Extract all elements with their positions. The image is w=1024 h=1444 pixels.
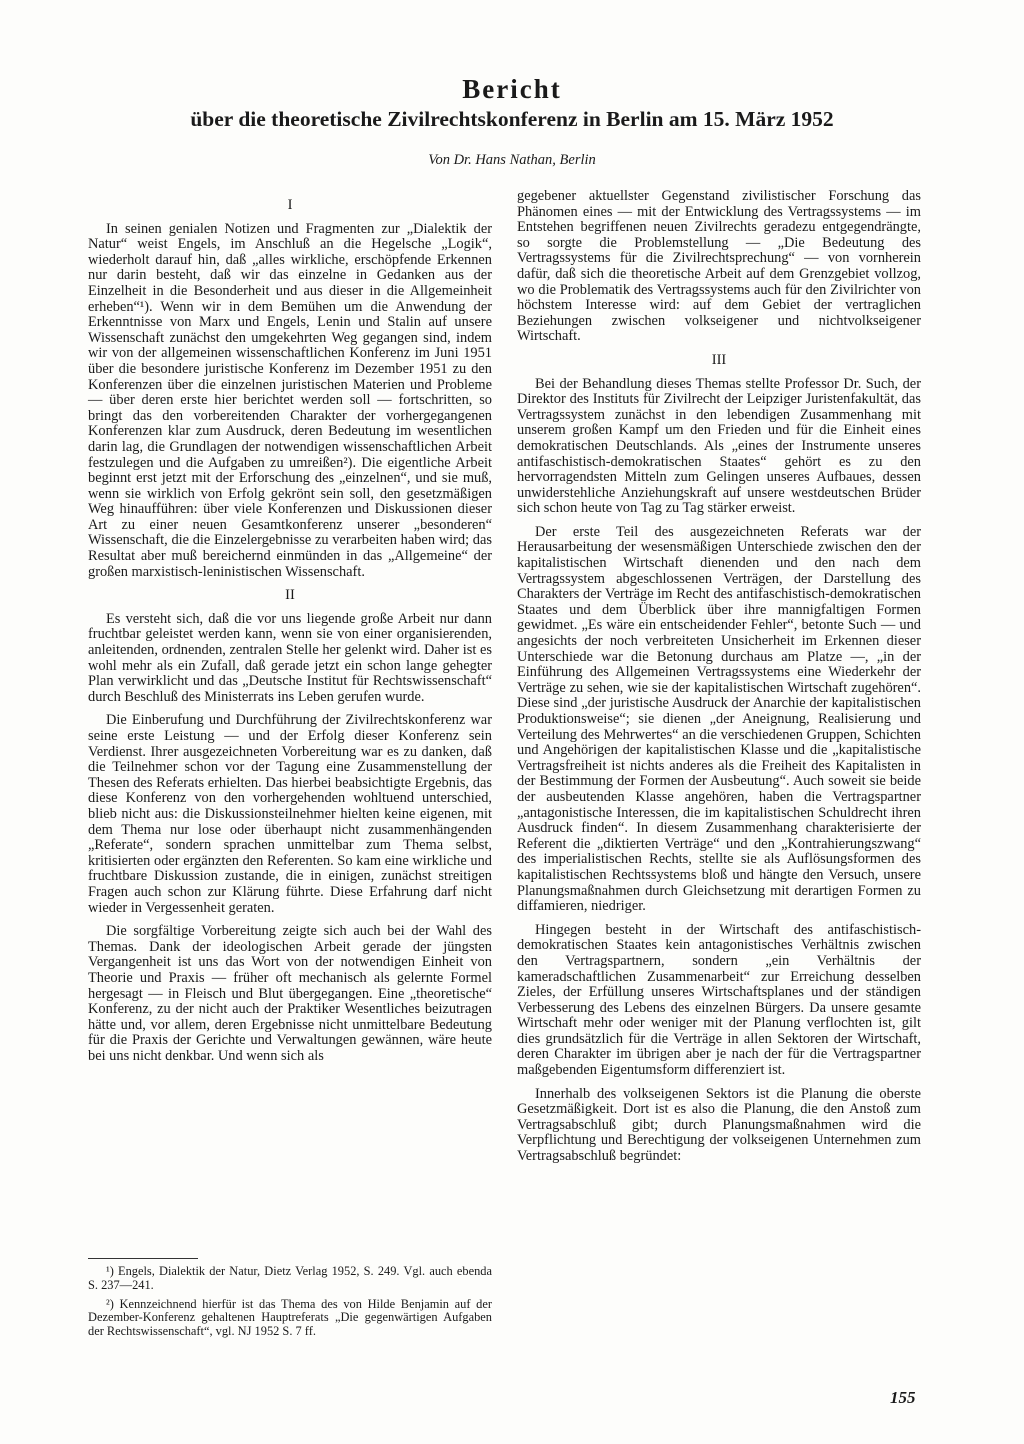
right-column bbox=[517, 189, 921, 1173]
paragraph: gegebener aktuellster Gegenstand zivilistischer Forschung das Phänomen eines — mit der Entwicklung des Vertragssystems — im Entstehen begriffenen neuen Zivilrechts geradezu entgegendrängte, so sorgte die Problemstellung — „Die Bedeutung des Vertragssystems für die Zivilrechtsprechung“ — von vornherein dafür, daß sich die theoretische Arbeit auf dem Grenzgebiet vollzog, wo die Problematik des Vertragssystems auch für den Zivilrichter von höchstem Interesse wird: auf dem Gebiet der vertraglichen Beziehungen zwischen volkseigener und nichtvolkseigener Wirtschaft. bbox=[517, 188, 921, 345]
section-heading-3: III bbox=[711, 351, 727, 368]
report-title: Bericht bbox=[462, 74, 562, 104]
left-column bbox=[88, 188, 492, 1072]
author-byline: Von Dr. Hans Nathan, Berlin bbox=[428, 152, 596, 168]
footnote-1: ¹) Engels, Dialektik der Natur, Dietz Verlag 1952, S. 249. Vgl. auch ebenda S. 237—241. bbox=[88, 1264, 492, 1292]
paragraph: Innerhalb des volkseigenen Sektors ist die Planung die oberste Gesetzmäßigkeit. Dort ist es also die Planung, die den Anstoß zum Vertragsabschluß gibt; durch Planungsmaßnahmen wird die Verpflichtung und Berechtigung der volkseigenen Unternehmen zum Vertragsabschluß begründet: bbox=[517, 1085, 921, 1165]
paragraph: Die sorgfältige Vorbereitung zeigte sich auch bei der Wahl des Themas. Dank der ideologischen Arbeit gerade der jüngsten Vergangenheit ist uns das Wort von der notwendigen Einheit von Theorie und Praxis — früher oft mechanisch als gelernte Formel hergesagt — in Fleisch und Blut übergegangen. Eine „theoretische“ Konferenz, zu der nicht auch der Praktiker Wesentliches beizutragen hätte und, vor allem, deren Ergebnisse nicht unmittelbare Bedeutung für die Praxis der Gerichte und Verwaltungen gewännen, wäre heute bei uns nicht denkbar. Und wenn sich als bbox=[88, 923, 492, 1064]
paragraph: Der erste Teil des ausgezeichneten Referats war der Herausarbeitung der wesensmäßigen Unterschiede zwischen den der kapitalistischen Wirtschaft dienenden und den nach dem Vertragssystem abgeschlossenen Verträgen, der Darstellung des Charakters der Verträge im Recht des antifaschistisch-demokratischen Staates und dem Überblick über ihre mannigfaltigen Formen gewidmet. „Es wäre ein entscheidender Fehler“, betonte Such — und angesichts der noch verbreiteten Unsicherheit im Erkennen dieser Unterschiede war die Betonung durchaus am Platze —, „in der Einführung des Allgemeinen Vertragssystems eine Wiederkehr der Verträge zu sehen, wie sie der kapitalistischen Wirtschaft zugehören“. Diese sind „der juristische Ausdruck der Anarchie der kapitalistischen Produktionsweise“; sie dienen „der Aneignung, Realisierung und Verteilung des Mehrwertes“ an die verschiedenen Gruppen, Schichten und Angehörigen der kapitalistischen Klasse und die „kapitalistische Vertragsfreiheit ist nichts anderes als die Freiheit des Kapitalisten in der Bestimmung der Formen der Ausbeutung“. Auch soweit sie beide der ausbeutenden Klasse angehören, haben die Vertragspartner „antagonistische Interessen, die im kapitalistischen Schuldrecht ihren Ausdruck finden“. In diesem Zusammenhang charakterisierte der Referent die „diktierten Verträge“ und den „Kontrahierungszwang“ des imperialistischen Rechts, stellte sie als Auflösungsformen des kapitalistischen Rechtssystems bloß und hängte den Versuch, unsere Planungsmaßnahmen durch Gleichsetzung mit derartigen Formen zu diffamieren, niedriger. bbox=[517, 523, 921, 915]
paragraph: Bei der Behandlung dieses Themas stellte Professor Dr. Such, der Direktor des Instituts für Zivilrecht der Leipziger Juristenfakultät, das Vertragssystem zunächst in den lebendigen Zusammenhang mit unserem großen Kampf um den Frieden und für die Einheit eines demokratischen Deutschlands. Als „eines der Instrumente unseres antifaschistisch-demokratischen Staates“ gehört es zu den hervorragendsten Mitteln zum Gelingen unseres Aufbaues, dessen unwiderstehliche Anziehungskraft auf unsere westdeutschen Brüder sich schon heute von Tag zu Tag stärker erweist. bbox=[517, 375, 921, 517]
section-heading-2: II bbox=[285, 587, 295, 604]
report-subtitle: über die theoretische Zivilrechtskonferenz in Berlin am 15. März 1952 bbox=[190, 107, 834, 131]
footnotes bbox=[88, 1258, 492, 1344]
footnote-2: ²) Kennzeichnend hierfür ist das Thema des von Hilde Benjamin auf der Dezember-Konferenz gehaltenen Hauptreferats „Die gegenwärtigen Aufgaben der Rechtswissenschaft“, vgl. NJ 1952 S. 7 ff. bbox=[88, 1296, 492, 1339]
footnote-rule bbox=[88, 1258, 198, 1259]
paragraph: Die Einberufung und Durchführung der Zivilrechtskonferenz war seine erste Leistung — und der Erfolg dieser Konferenz sein Verdienst. Ihrer ausgezeichneten Vorbereitung war es zu danken, daß die Teilnehmer schon vor der Tagung eine Zusammenstellung der Thesen des Referats erhielten. Das hierbei beabsichtigte Ergebnis, das diese Konferenz von den vorhergehenden wohltuend unterschied, blieb nicht aus: die Diskussionsteilnehmer hielten keine eigenen, mit dem Thema nur lose oder überhaupt nicht zusammenhängenden „Referate“, sondern sprachen unmittelbar zum Thema selbst, kritisierten oder ergänzten den Referenten. So kam eine wirkliche und fruchtbare Diskussion zustande, die in einigen, zunächst streitigen Fragen auch schon zur Klärung führte. Diese Erfahrung darf nicht wieder in Vergessenheit geraten. bbox=[88, 712, 492, 916]
paragraph: Es versteht sich, daß die vor uns liegende große Arbeit nur dann fruchtbar geleistet werden kann, wenn sie von einer organisierenden, anleitenden, ordnenden, zentralen Stelle her gelenkt wird. Daher ist es wohl mehr als ein Zufall, daß gerade jetzt ein schon lange gehegter Plan verwirklicht und das „Deutsche Institut für Rechtswissenschaft“ durch Beschluß des Ministerrats ins Leben gerufen wurde. bbox=[88, 610, 492, 705]
section-heading-1: I bbox=[287, 197, 293, 213]
paragraph: Hingegen besteht in der Wirtschaft des antifaschistisch-demokratischen Staates kein antagonistisches Verhältnis zwischen den Vertragspartnern, sondern „ein Verhältnis der kameradschaftlichen Zusammenarbeit“ zur Erreichung desselben Zieles, der Erfüllung unseres Wirtschaftsplanes und der ständigen Verbesserung des Lebens des einzelnen Bürgers. Da unsere gesamte Wirtschaft mehr oder weniger mit der Planung verflochten ist, gilt dies grundsätzlich für die Verträge in allen Sektoren der Wirtschaft, deren Charakter im übrigen aber je nach der für die Vertragspartner maßgebenden Eigentumsform differenziert ist. bbox=[517, 921, 921, 1079]
paragraph: In seinen genialen Notizen und Fragmenten zur „Dialektik der Natur“ weist Engels, im Anschluß an die Hegelsche „Logik“, wiederholt darauf hin, daß „alles wirkliche, erschöpfende Erkennen nur darin besteht, daß wir das einzelne in Gedanken aus der Einzelheit in die Besonderheit und aus dieser in die Allgemeinheit erheben“¹). Wenn wir in dem Bemühen um die Anwendung der Erkenntnisse von Marx und Engels, Lenin und Stalin auf unsere Wissenschaft zunächst den umgekehrten Weg gegangen sind, indem wir von der allgemeinen wissenschaftlichen Konferenz im Juni 1951 über die besondere juristische Konferenz im Dezember 1951 zu den Konferenzen über die einzelnen juristischen Materien und Probleme — über deren erste hier berichtet werden soll — fortschritten, so bringt das den vorbereitenden Charakter der vorhergegangenen Konferenzen klar zum Ausdruck, deren Bedeutung im wesentlichen darin lag, die Grundlagen der notwendigen wissenschaftlichen Arbeit festzulegen und die Aufgaben zu umreißen²). Die eigentliche Arbeit beginnt erst jetzt mit der Erforschung des „einzelnen“, und sie muß, wenn sie wirklich von Erfolg gekrönt sein soll, den gesetzmäßigen Weg hinaufführen: über viele Konferenzen und Diskussionen dieser Art zu einer neuen Gesamtkonferenz unserer „besonderen“ Wissenschaft, die die Einzelergebnisse zu verarbeiten haben wird; das Resultat aber muß bereichernd einmünden in das „Allgemeine“ der großen marxistisch-leninistischen Wissenschaft. bbox=[88, 220, 492, 580]
page-number: 155 bbox=[890, 1388, 916, 1407]
